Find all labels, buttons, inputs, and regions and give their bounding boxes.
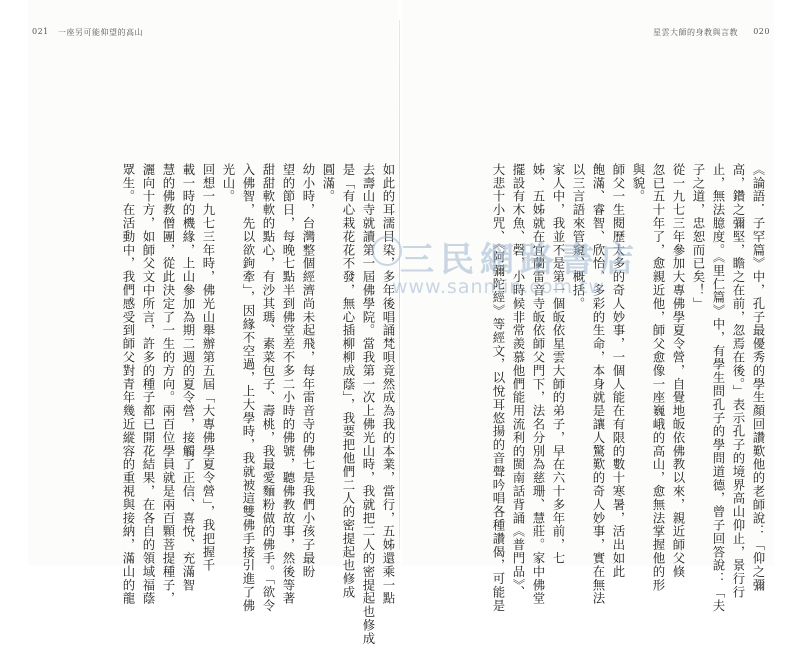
paragraph	[628, 138, 688, 592]
text-line: 回想一九七三年時，佛光山舉辦第五屆「大專佛學夏令營」，我把握千	[201, 162, 216, 572]
left-running-title: 一座另可能仰望的高山	[58, 28, 143, 37]
text-line: 家人中，我並不是第一個皈依星雲大師的弟子，早在六十多年前，七	[551, 162, 566, 565]
paragraph	[568, 138, 628, 605]
left-page	[28, 0, 398, 645]
right-running-title: 星雲大師的身教與言教	[653, 28, 738, 37]
left-page-number: 021	[32, 27, 49, 36]
text-line: 姊、五姊就在宜蘭雷音寺皈依師父門下，法名分別為慈珊、慧莊。家中佛堂	[531, 162, 546, 605]
text-line: 高，鑽之彌堅，瞻之在前，忽焉在後。」表示孔子的境界高山仰止，景行行	[731, 162, 746, 599]
paragraph	[118, 138, 218, 605]
text-line: 幼小時，台灣整個經濟尚未起飛，每年雷音寺的佛七是我們小孩子最盼	[301, 162, 316, 579]
watermark-chinese: 三民網路書店	[400, 240, 640, 280]
text-line: 師父一生閱歷太多的奇人妙事，一個人能在有限的數十寒暑，活出如此	[611, 162, 626, 579]
text-line: 光山。	[221, 162, 236, 203]
text-line: 擺設有木魚、磬，小時候非常羨慕他們能用流利的閩南話背誦《普門品》、	[511, 162, 526, 599]
text-line: 止，無法臆度。《里仁篇》中，有學生問孔子的學問道德，曾子回答說：「夫	[711, 162, 726, 613]
text-line: 入佛智，先以欲鉤牽」，因緣不空過，上大學時，我就被這雙佛手接引進了佛	[241, 162, 256, 613]
text-line: 飽滿、睿智、欣怡、多彩的生命，本身就是讓人驚歎的奇人妙事，實在無法	[591, 162, 606, 605]
paragraph	[218, 138, 318, 613]
paragraph	[318, 138, 398, 645]
text-line: 從一九七三年參加大專佛學夏令營，自覺地皈依佛教以來，親近師父倏	[671, 162, 686, 579]
text-line: 眾生。在活動中，我們感受到師父對青年幾近縱容的重視與接納，滿山的龍	[121, 162, 136, 605]
text-line: 灑向十方，如師父文中所言，許多的種子都已開花結果，在各自的領域福蔭	[141, 162, 156, 605]
text-line: 《論語．子罕篇》中，孔子最優秀的學生顏回讚歎他的老師說：「仰之彌	[751, 162, 766, 592]
text-line: 與貌。	[631, 162, 646, 203]
text-line: 大悲十小咒、《阿彌陀經》等經文，以悅耳悠揚的音聲吟唱各種讚偈，可能是	[491, 162, 506, 613]
right-page-number: 020	[753, 27, 770, 36]
text-line: 慧的佛教僧團，從此決定了一生的方向。兩百位學員就是兩百顆菩提種子，	[161, 162, 176, 605]
right-page-body	[410, 138, 768, 613]
left-page-body	[38, 138, 398, 645]
text-line: 望的節日，每晚七點半到佛堂差不多二小時的佛號，聽佛教故事，然後等著	[281, 162, 296, 605]
text-line: 忽已五十年了，愈親近他，師父愈像一座巍峨的高山，愈無法掌握他的形	[651, 162, 666, 592]
text-line: 載一時的機緣，上山參加為期二週的夏令營，接觸了正信、喜悅、充滿智	[181, 162, 196, 592]
text-line: 甜甜軟軟的點心，有沙其瑪、素菜包子、壽桃，我最愛麵粉做的佛手。「欲令	[261, 162, 276, 613]
text-line: 去壽山寺就讀第一屆佛學院。當我第一次上佛光山時，我就把二人的密提起也修成	[361, 162, 376, 645]
text-line: 是「有心栽花花不發，無心插柳柳成蔭」，我要把他們二人的密提起也修成	[341, 162, 356, 599]
book-gutter	[399, 20, 400, 550]
right-page	[402, 0, 774, 613]
paragraph	[488, 138, 568, 613]
paragraph	[688, 138, 768, 613]
text-line: 子之道，忠恕而已矣！」	[691, 162, 706, 311]
text-line: 圓滿。	[321, 162, 336, 203]
text-line: 如此的耳濡目染，多年後唱誦梵唄竟然成為我的本業，當行，五姊還乘一點	[381, 162, 396, 605]
text-line: 以三言語來管窺、概括。	[571, 162, 586, 311]
watermark-url: www.sanmin.com.tw	[392, 276, 605, 298]
